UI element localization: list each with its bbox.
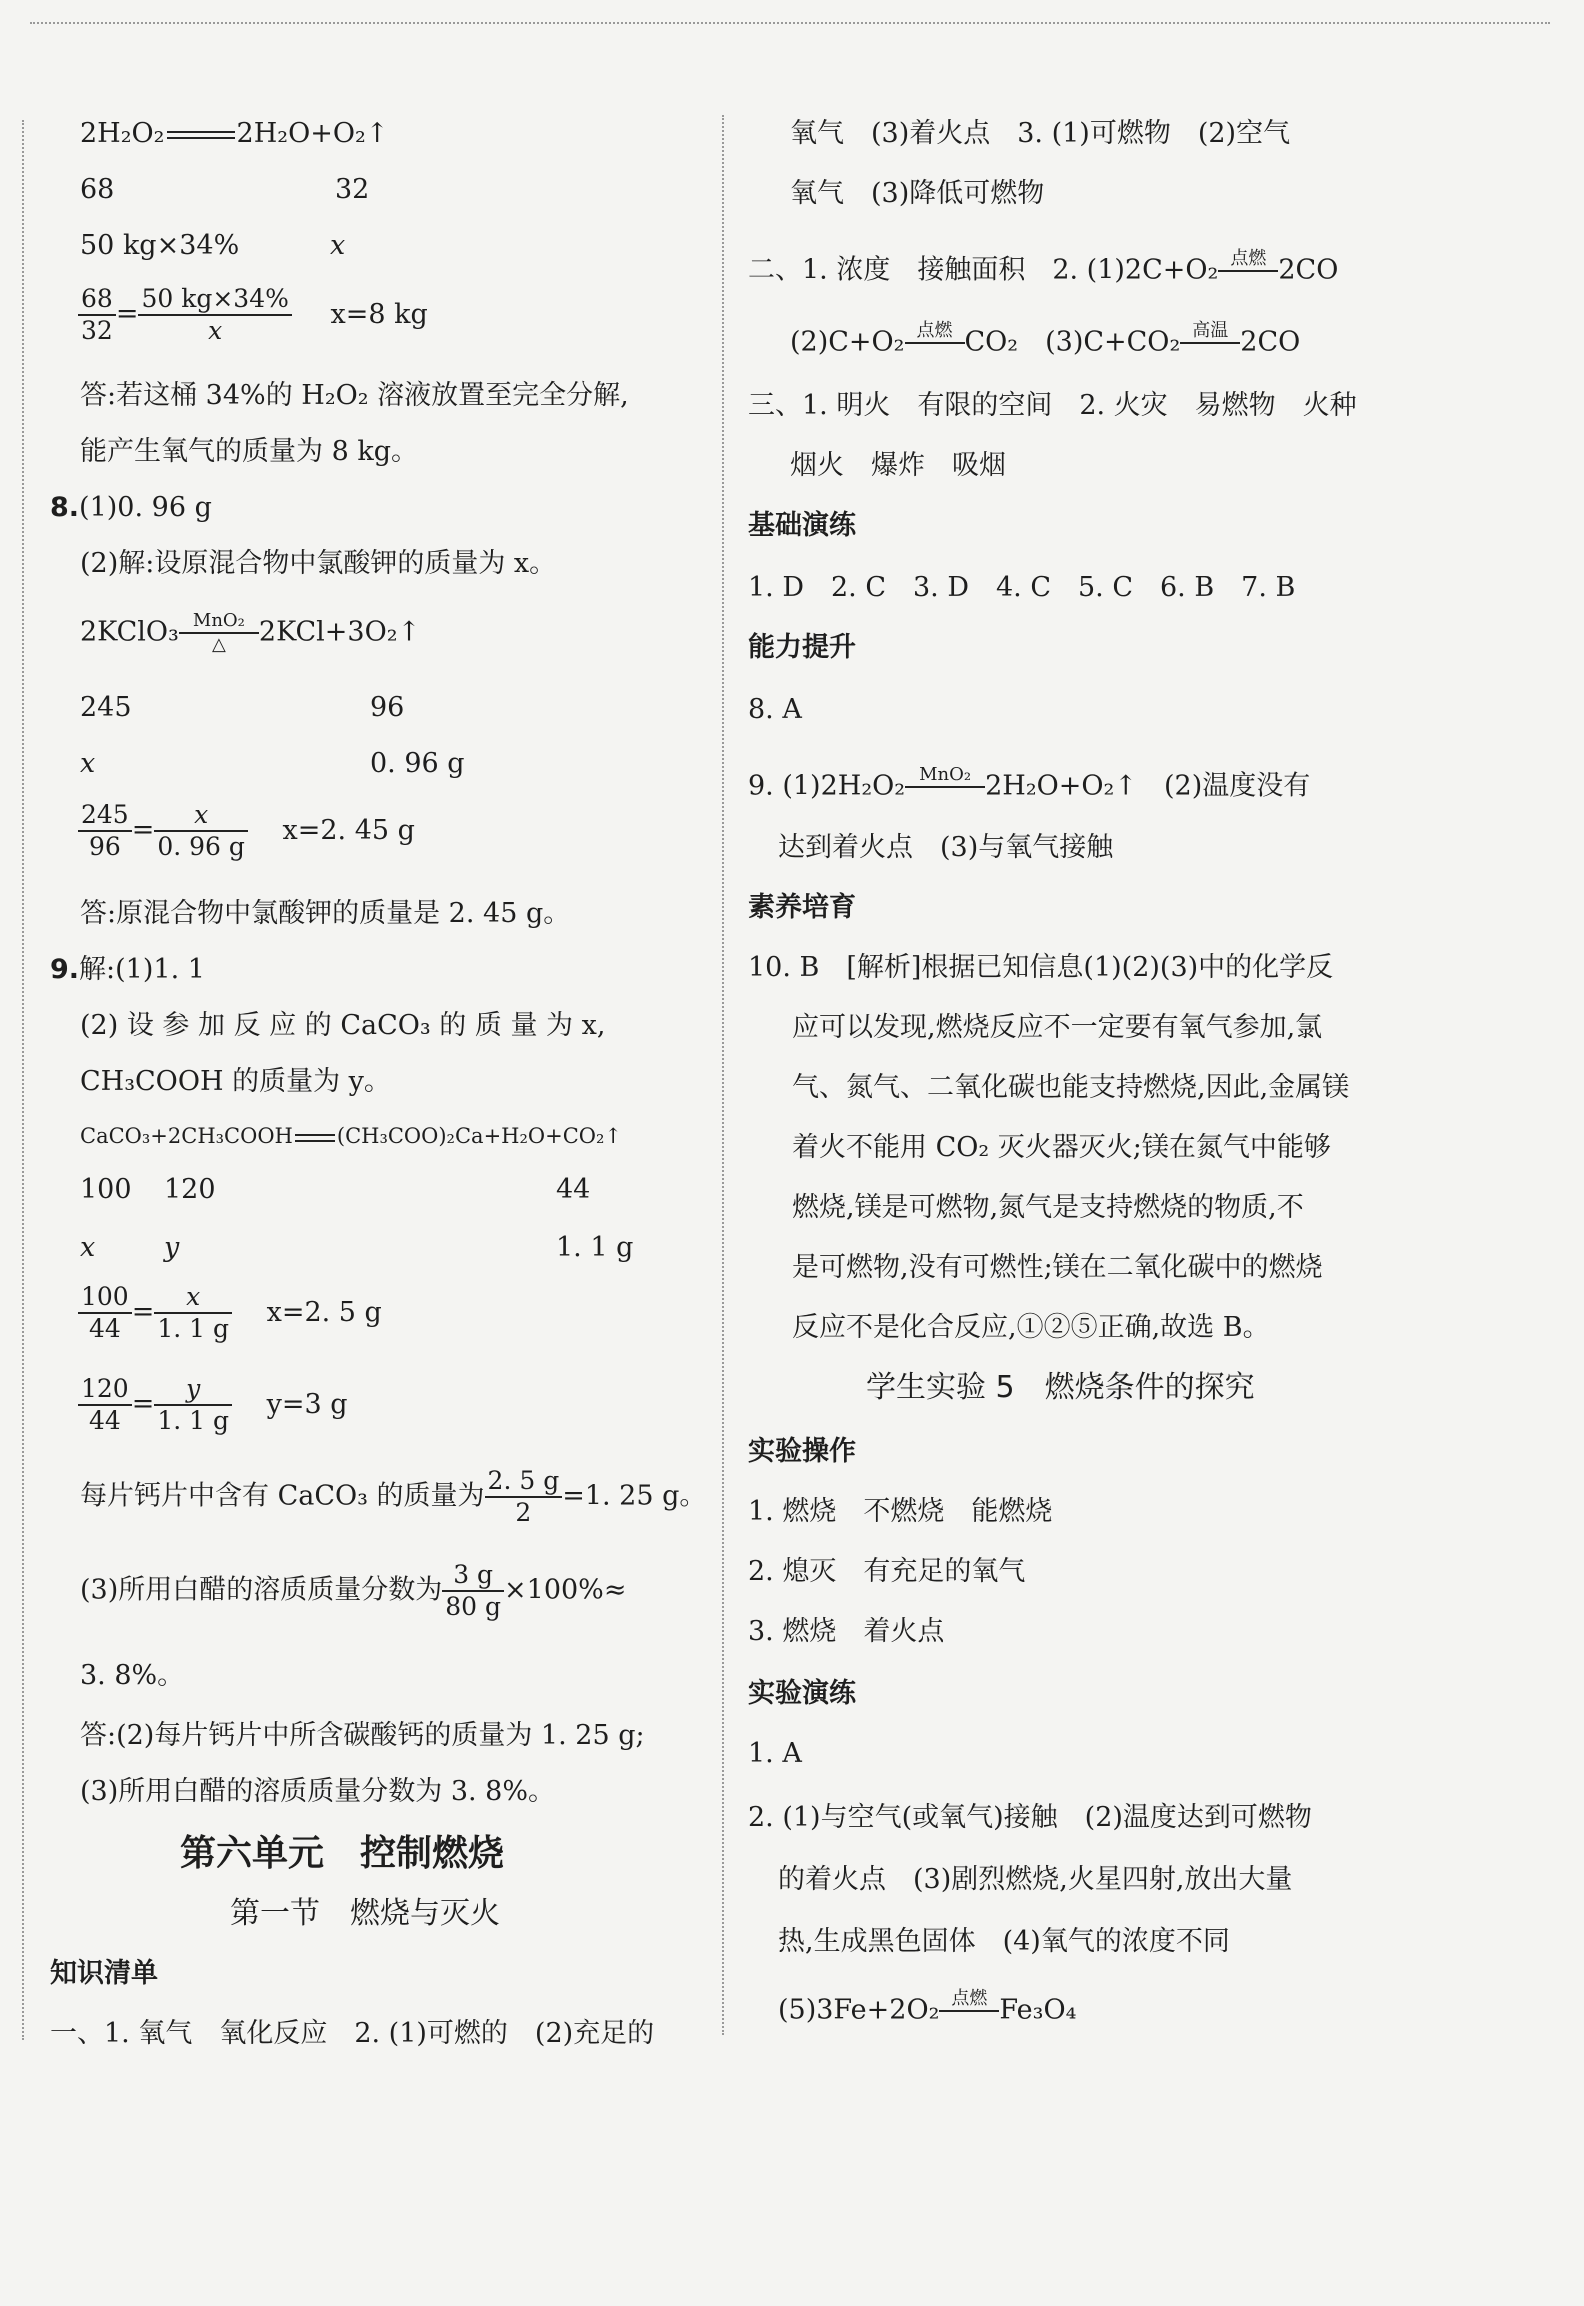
exp-practice-heading: 实验演练 — [748, 1678, 856, 1709]
basic-practice-heading: 基础演练 — [748, 510, 856, 541]
r-q10-5: 燃烧,镁是可燃物,氮气是支持燃烧的物质,不 — [792, 1192, 1304, 1223]
op-3: 3. 燃烧 着火点 — [748, 1616, 945, 1647]
q9-mass-c: 44 — [556, 1174, 591, 1205]
r-line-6: 烟火 爆炸 吸烟 — [790, 450, 1006, 481]
q9-var-c: 1. 1 g — [556, 1232, 634, 1263]
r-line-4: (2)C+O₂ 点燃 CO₂ (3)C+CO₂ 高温 2CO — [790, 322, 1300, 364]
q9-part3-result: 3. 8%。 — [80, 1660, 185, 1691]
reaction-arrow: 点燃 — [1218, 250, 1278, 292]
eq-rhs: 2H₂O+O₂↑ — [236, 118, 389, 149]
q9-proportion-2: $\frac{120}{44}$ = $\frac{y}{1. 1 g}$ y=3 g — [78, 1374, 348, 1436]
literacy-heading: 素养培育 — [748, 892, 856, 923]
q9-number: 9. — [50, 954, 80, 985]
r-q10-2: 应可以发现,燃烧反应不一定要有氧气参加,氯 — [792, 1012, 1323, 1043]
q9-proportion-1: $\frac{100}{44}$ = $\frac{x}{1. 1 g}$ x=2. 5 g — [78, 1282, 382, 1344]
q8-part2: (2)解:设原混合物中氯酸钾的质量为 x。 — [80, 548, 557, 579]
q9-var-a: x — [80, 1232, 96, 1263]
fraction: $\frac{120}{44}$ — [78, 1374, 132, 1436]
fraction: $\frac{3 g}{80 g}$ — [442, 1560, 504, 1622]
q8-mass-b: 96 — [370, 692, 405, 723]
op-1: 1. 燃烧 不燃烧 能燃烧 — [748, 1496, 1053, 1527]
op-2: 2. 熄灭 有充足的氧气 — [748, 1556, 1026, 1587]
operation-heading: 实验操作 — [748, 1436, 856, 1467]
eq-sign — [295, 1134, 335, 1142]
q9-part1: 9.解:(1)1. 1 — [50, 954, 205, 985]
fraction: $\frac{2. 5 g}{2}$ — [485, 1466, 563, 1528]
q8-equation: 2KClO₃ MnO₂ △ 2KCl+3O₂↑ — [80, 610, 421, 655]
e-2c: 热,生成黑色固体 (4)氧气的浓度不同 — [778, 1926, 1230, 1957]
q8-answer: 答:原混合物中氯酸钾的质量是 2. 45 g。 — [80, 898, 571, 929]
r-q9: 9. (1)2H₂O₂ MnO₂ 2H₂O+O₂↑ (2)温度没有 — [748, 766, 1310, 808]
knowledge-list-heading: 知识清单 — [50, 1958, 158, 1989]
fraction: $\frac{50 kg\times 34\%}{x}$ — [138, 284, 291, 346]
fraction: $\frac{245}{96}$ — [78, 800, 132, 862]
r-line-5: 三、1. 明火 有限的空间 2. 火灾 易燃物 火种 — [748, 390, 1357, 421]
eq-lhs: 2H₂O₂ — [80, 118, 165, 149]
value-a: 50 kg×34% — [80, 230, 240, 261]
fraction: $\frac{x}{1. 1 g}$ — [154, 1282, 232, 1344]
e-2b: 的着火点 (3)剧烈燃烧,火星四射,放出大量 — [778, 1864, 1293, 1895]
reaction-arrow: 高温 — [1180, 322, 1240, 364]
left-margin-dots — [22, 120, 24, 2040]
q9-part2b: CH₃COOH 的质量为 y。 — [80, 1066, 391, 1097]
q9-answer-2: (3)所用白醋的溶质质量分数为 3. 8%。 — [80, 1776, 556, 1807]
q8-mass-a: 245 — [80, 692, 132, 723]
q9-equation: CaCO₃+2CH₃COOH (CH₃COO)₂Ca+H₂O+CO₂↑ — [80, 1124, 623, 1148]
mass-row — [80, 172, 114, 208]
r-q10-7: 反应不是化合反应,①②⑤正确,故选 B。 — [792, 1312, 1270, 1343]
r-q10-4: 着火不能用 CO₂ 灭火器灭火;镁在氮气中能够 — [792, 1132, 1331, 1163]
r-q9-b: 达到着火点 (3)与氧气接触 — [778, 832, 1114, 863]
answer-line-2: 能产生氧气的质量为 8 kg。 — [80, 436, 418, 467]
mass-b: 32 — [335, 174, 370, 205]
value-row — [80, 228, 239, 264]
q8-number: 8. — [50, 492, 80, 523]
answer-line: 答:若这桶 34%的 H₂O₂ 溶液放置至完全分解, — [80, 380, 629, 411]
basic-practice-answers: 1. D 2. C 3. D 4. C 5. C 6. B 7. B — [748, 572, 1296, 603]
q8-var-b: 0. 96 g — [370, 748, 465, 779]
r-line-1: 氧气 (3)着火点 3. (1)可燃物 (2)空气 — [790, 118, 1291, 149]
value-row-b — [330, 228, 345, 264]
e-1: 1. A — [748, 1738, 802, 1769]
eq-sign — [167, 131, 235, 139]
e-2d: (5)3Fe+2O₂ 点燃 Fe₃O₄ — [778, 1990, 1076, 2032]
mass-row-b — [335, 172, 369, 208]
decomp-equation — [80, 116, 388, 152]
fraction: $\frac{y}{1. 1 g}$ — [154, 1374, 232, 1436]
unit-title: 第六单元 控制燃烧 — [180, 1833, 505, 1874]
q8-var-a: x — [80, 748, 96, 779]
r-line-3: 二、1. 浓度 接触面积 2. (1)2C+O₂ 点燃 2CO — [748, 250, 1338, 292]
section-title: 第一节 燃烧与灭火 — [230, 1896, 500, 1931]
reaction-arrow: 点燃 — [905, 322, 965, 364]
fraction: $\frac{68}{32}$ — [78, 284, 116, 346]
reaction-arrow: 点燃 — [939, 1990, 999, 2032]
proportion-1: $\frac{68}{32}$ = $\frac{50 kg\times 34\%}{x}$ x=8 kg — [78, 284, 428, 346]
ability-heading: 能力提升 — [748, 632, 856, 663]
knowledge-list-line: 一、1. 氧气 氧化反应 2. (1)可燃的 (2)充足的 — [50, 2018, 655, 2049]
column-divider — [722, 115, 724, 2035]
r-q10-3: 气、氮气、二氧化碳也能支持燃烧,因此,金属镁 — [792, 1072, 1350, 1103]
top-dots — [30, 22, 1550, 24]
r-q10-1: 10. B [解析]根据已知信息(1)(2)(3)中的化学反 — [748, 952, 1334, 983]
q8-proportion: $\frac{245}{96}$ = $\frac{x}{0. 96 g}$ x=2. 45 g — [78, 800, 415, 862]
experiment-title: 学生实验 5 燃烧条件的探究 — [866, 1370, 1255, 1405]
q9-mass-a: 100 — [80, 1174, 132, 1205]
q9-per-tablet: 每片钙片中含有 CaCO₃ 的质量为 $\frac{2. 5 g}{2}$ =1. 25 g。 — [80, 1466, 707, 1527]
r-q10-6: 是可燃物,没有可燃性;镁在二氧化碳中的燃烧 — [792, 1252, 1323, 1283]
q9-part3: (3)所用白醋的溶质质量分数为 $\frac{3 g}{80 g}$ ×100%≈ — [80, 1560, 627, 1621]
result: x=8 kg — [330, 298, 428, 330]
r-line-2: 氧气 (3)降低可燃物 — [790, 178, 1045, 209]
q9-var-b: y — [164, 1232, 180, 1263]
fraction: $\frac{x}{0. 96 g}$ — [154, 800, 248, 862]
e-2a: 2. (1)与空气(或氧气)接触 (2)温度达到可燃物 — [748, 1802, 1312, 1833]
fraction: $\frac{100}{44}$ — [78, 1282, 132, 1344]
q9-part2: (2) 设 参 加 反 应 的 CaCO₃ 的 质 量 为 x, — [80, 1010, 606, 1041]
q9-answer-1: 答:(2)每片钙片中所含碳酸钙的质量为 1. 25 g; — [80, 1720, 645, 1751]
q8-part1: 8.(1)0. 96 g — [50, 492, 212, 523]
q9-mass-b: 120 — [164, 1174, 216, 1205]
reaction-arrow: MnO₂ — [905, 766, 985, 808]
value-b: x — [330, 230, 346, 261]
r-q8: 8. A — [748, 694, 802, 725]
reaction-arrow: MnO₂ △ — [179, 612, 259, 654]
mass-a: 68 — [80, 174, 115, 205]
